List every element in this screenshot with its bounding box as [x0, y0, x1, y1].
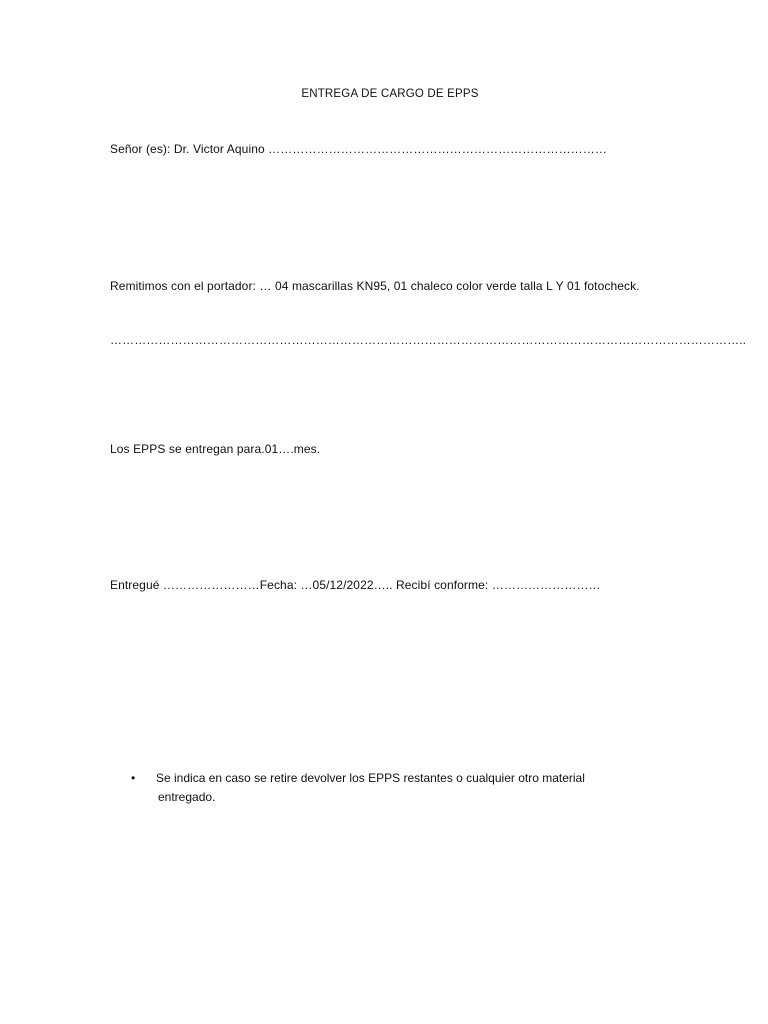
recipient-line: Señor (es): Dr. Victor Aquino ………………………………………………………………………… [110, 142, 607, 156]
dotted-line: ………………………………………………………………………………………………………………………………………….. [110, 333, 747, 347]
signature-line: Entregué ……………………Fecha: …05/12/2022….. Recibí conforme: ……………………… [110, 578, 601, 592]
document-title: ENTREGA DE CARGO DE EPPS [301, 88, 479, 100]
bullet-icon: • [131, 771, 136, 785]
duration-line: Los EPPS se entregan para.01….mes. [110, 442, 321, 456]
note-text [156, 769, 651, 807]
note-line-2: entregado. [158, 790, 216, 804]
note-line-1: Se indica en caso se retire devolver los EPPS restantes o cualquier otro material [156, 771, 585, 785]
sent-items-line: Remitimos con el portador: … 04 mascarillas KN95, 01 chaleco color verde talla L Y 01 fotocheck. [110, 279, 640, 293]
note-bullet-item [131, 769, 651, 807]
